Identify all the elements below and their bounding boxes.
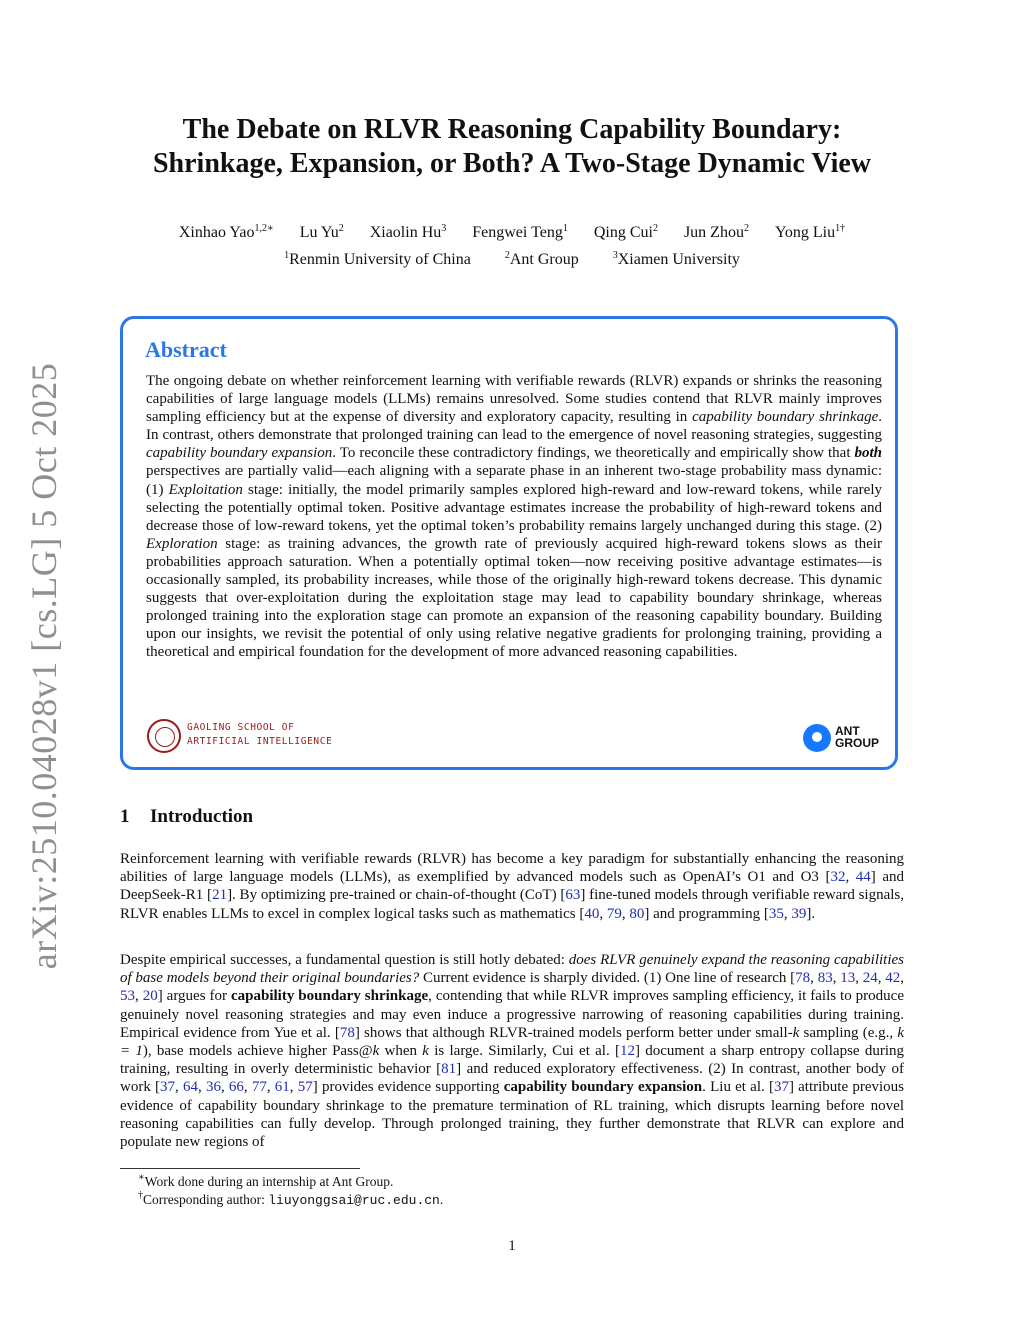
citation-link[interactable]: 64 [182,1079,198,1096]
footnote-internship: ∗Work done during an internship at Ant Group. [138,1172,394,1189]
citation-link[interactable]: 83 [817,970,833,987]
author: Jun Zhou$^2$ [683,223,749,241]
citation-link[interactable]: 39 [791,905,807,922]
author-list [0,223,1024,243]
citation-link[interactable]: 12 [619,1043,635,1060]
citation-link[interactable]: 63 [565,887,581,904]
abstract-body: The ongoing debate on whether reinforcement learning with verifiable rewards (RLVR) expands or shrinks the reasoning capabilities of large language models (LLMs) remains unresolved. Some studies contend that RLVR mainly improves sampling efficiency but at the expense of diversity and exploratory capacity, resulting in capability boundary shrinkage. In contrast, others demonstrate that prolonged training can lead to the emergence of novel reasoning strategies, suggesting capability boundary expansion. To reconcile these contradictory findings, we theoretically and empirically show that both perspectives are partially valid—each aligning with a separate phase in an inherent two-stage probability mass dynamic: (1) Exploitation stage: initially, the model primarily samples explored high-reward and low-reward tokens, while rarely selecting the potentially optimal token. Positive advantage estimates increase the probability of high-reward tokens and decrease those of low-reward tokens, yet the optimal token’s probability remains largely unchanged during this stage. (2) Exploration stage: as training advances, the growth rate of previously acquired high-reward tokens slows as their probabilities approach saturation. When a potentially optimal token—now receiving positive advantage estimates—is occasionally sampled, its probability increases, while those of the originally high-reward tokens decrease. This dynamic suggests that over-exploitation during the exploitation stage may lead to capability boundary shrinkage, whereas prolonged training into the exploration stage can promote an expansion of the reasoning capability boundary. Building upon our insights, we revisit the potential of only using relative negative gradients for prolonging training, providing a theoretical and empirical foundation for the development of more advanced reasoning capabilities. [146,373,882,661]
footnote-corresponding-author: †Corresponding author: liuyonggsai@ruc.edu.cn. [138,1190,444,1208]
affiliation: $^3$Xiamen University [612,250,740,268]
citation-link[interactable]: 77 [251,1079,267,1096]
section-heading-introduction: 1 Introduction [120,806,254,827]
affiliation: $^1$Renmin University of China [284,250,471,268]
gaoling-logo-line-2: ARTIFICIAL INTELLIGENCE [187,736,333,747]
citation-link[interactable]: 57 [297,1079,313,1096]
ant-group-logo [803,721,887,755]
author: Xinhao Yao$^{1,2∗}$ [178,223,274,241]
arxiv-identifier-text: arXiv:2510.04028v1 [cs.LG] 5 Oct 2025 [24,362,64,969]
abstract-box [120,316,898,770]
citation-link[interactable]: 81 [441,1061,457,1078]
title-line-1: The Debate on RLVR Reasoning Capability Boundary: [182,114,842,145]
footnote-divider [120,1168,360,1169]
author: Xiaolin Hu$^3$ [369,223,447,241]
citation-link[interactable]: 20 [142,988,158,1005]
affiliation-list [0,250,1024,270]
citation-link[interactable]: 78 [795,970,811,987]
intro-paragraph-2: Despite empirical successes, a fundamental question is still hotly debated: does RLVR genuinely expand the reasoning capabilities of base models beyond their original boundaries? Current evidence is sharply divided. (1) One line of research [78, 83, 13, 24, 42, 53, 20] argues for capability boundary shrinkage, contending that while RLVR improves sampling efficiency, it fails to produce genuinely novel reasoning strategies and may even induce a progressive narrowing of reasoning capabilities during training. Empirical evidence from Yue et al. [78] shows that although RLVR-trained models perform better under small-k sampling (e.g., k = 1), base models achieve higher Pass@k when k is large. Similarly, Cui et al. [12] document a sharp entropy collapse during training, resulting in overly deterministic behavior [81] and reduced exploratory effectiveness. (2) In contrast, another body of work [37, 64, 36, 66, 77, 61, 57] provides evidence supporting capability boundary expansion. Liu et al. [37] attribute previous evidence of capability boundary shrinkage to the premature termination of RL training, which disrupts learning before novel reasoning capabilities can fully develop. Through prolonged training, they further demonstrate that RLVR can explore and populate new regions of [120,952,905,1151]
intro-paragraph-1: Reinforcement learning with verifiable rewards (RLVR) has become a key paradigm for substantially enhancing the reasoning abilities of large language models (LLMs), as exemplified by advanced models such as OpenAI’s O1 and O3 [32, 44] and DeepSeek-R1 [21]. By optimizing pre-trained or chain-of-thought (CoT) [63] fine-tuned models through verifiable reward signals, RLVR enables LLMs to excel in complex logical tasks such as mathematics [40, 79, 80] and programming [35, 39]. [120,851,905,922]
footnotes [138,1173,443,1210]
citation-link[interactable]: 13 [840,970,856,987]
citation-link[interactable]: 40 [584,905,600,922]
gaoling-logo-line-1: GAOLING SCHOOL OF [187,722,295,733]
ant-logo-line-1: ANT [835,724,860,738]
citation-link[interactable]: 37 [773,1079,789,1096]
paper-title [0,113,1024,181]
gaoling-school-logo [147,717,347,757]
citation-link[interactable]: 32 [830,869,846,886]
ant-mascot-icon [803,724,831,752]
citation-link[interactable]: 53 [120,988,135,1005]
author: Lu Yu$^2$ [299,223,344,241]
citation-link[interactable]: 21 [212,887,228,904]
author: Yong Liu$^{1\dagger}$ [774,223,846,241]
citation-link[interactable]: 35 [768,905,784,922]
author-email[interactable]: liuyonggsai@ruc.edu.cn [268,1193,440,1208]
ant-logo-line-2: GROUP [835,736,880,750]
citation-link[interactable]: 78 [339,1024,355,1041]
university-seal-icon [147,719,181,753]
arxiv-identifier-stamp [22,362,66,969]
citation-link[interactable]: 44 [855,869,871,886]
citation-link[interactable]: 42 [885,970,901,987]
citation-link[interactable]: 61 [274,1079,290,1096]
title-line-2: Shrinkage, Expansion, or Both? A Two-Stage Dynamic View [152,148,871,179]
author: Qing Cui$^2$ [593,223,658,241]
citation-link[interactable]: 79 [606,905,622,922]
abstract-heading: Abstract [145,337,227,362]
citation-link[interactable]: 80 [629,905,645,922]
citation-link[interactable]: 66 [228,1079,244,1096]
page-number: 1 [508,1238,516,1254]
citation-link[interactable]: 24 [862,970,878,987]
author: Fengwei Teng$^1$ [472,223,568,241]
citation-link[interactable]: 36 [205,1079,221,1096]
citation-link[interactable]: 37 [160,1079,176,1096]
affiliation: $^2$Ant Group [504,250,579,268]
